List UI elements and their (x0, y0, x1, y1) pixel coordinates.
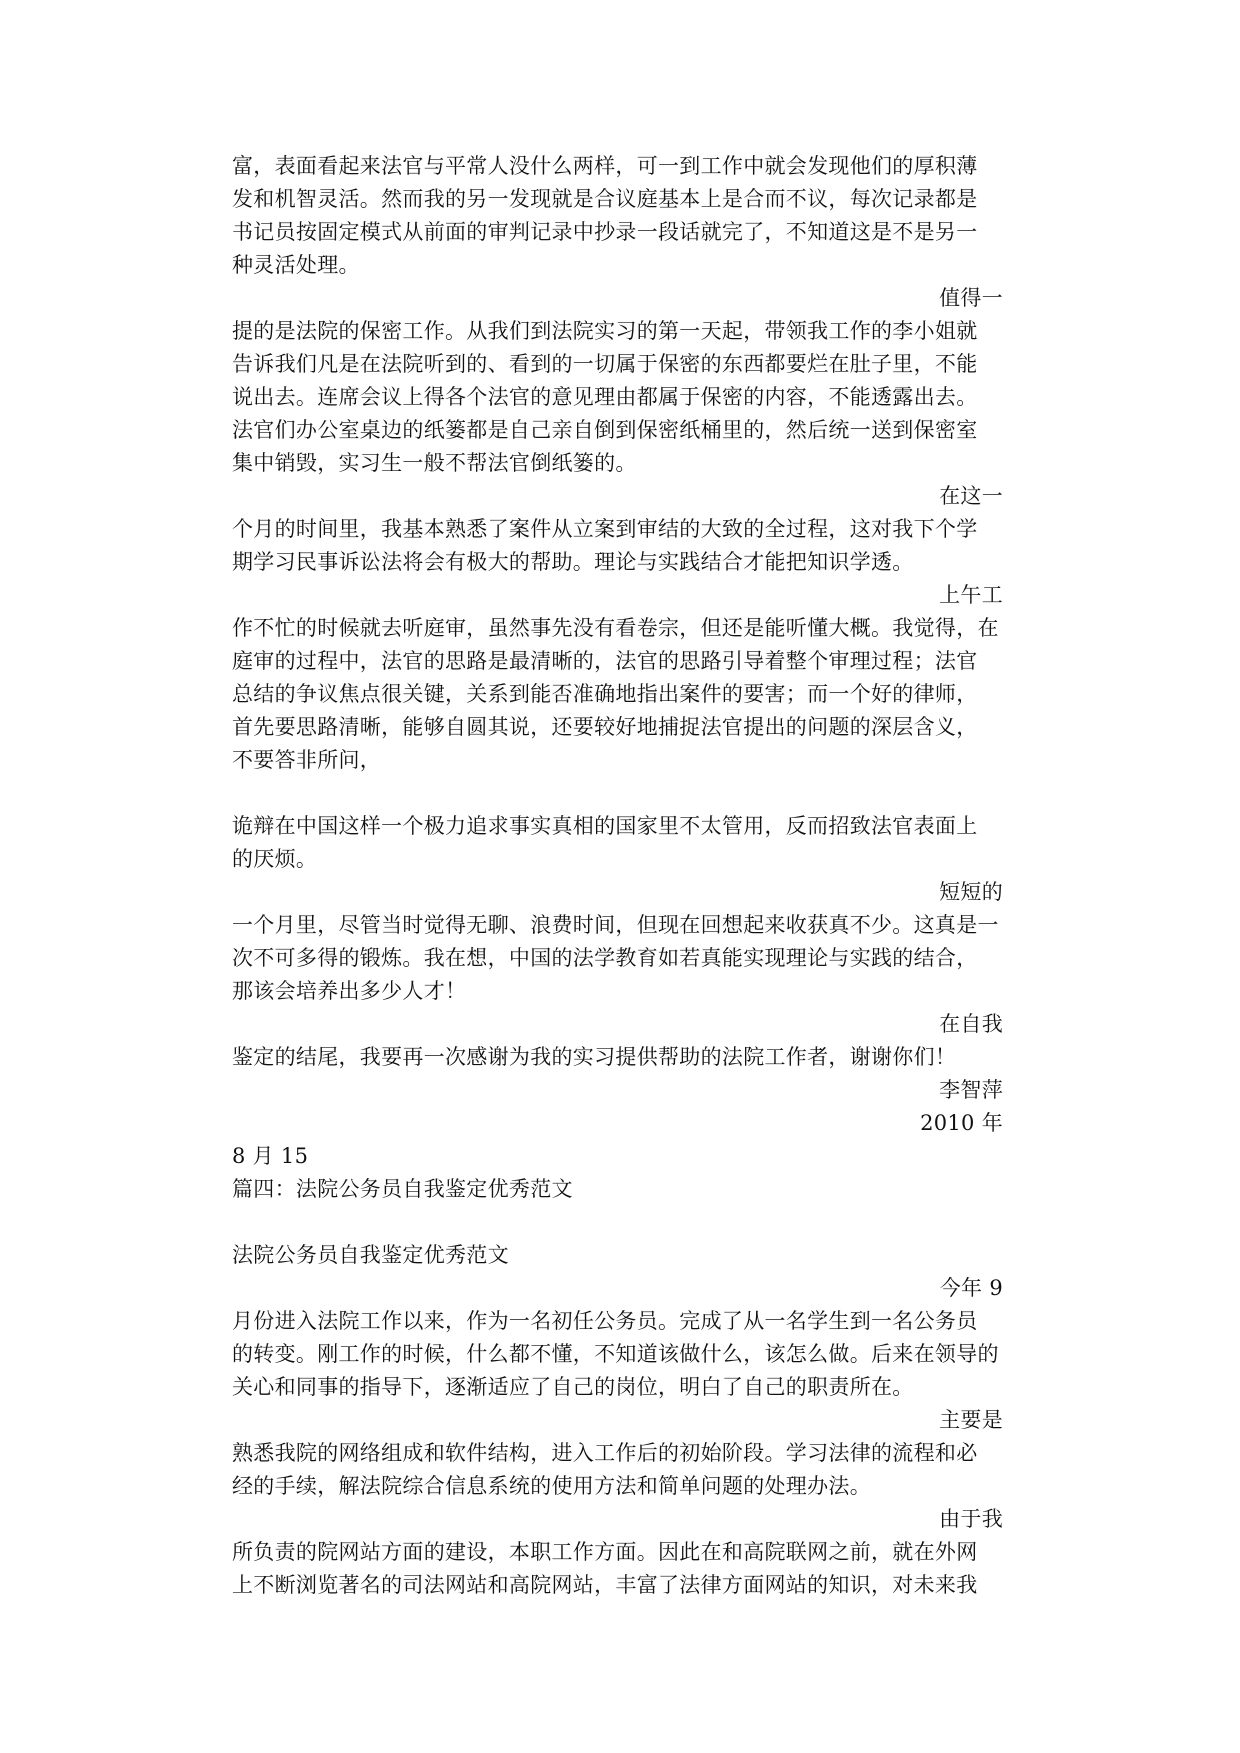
text-line: 诡辩在中国这样一个极力追求事实真相的国家里不太管用，反而招致法官表面上 (232, 814, 978, 838)
text-line: 说出去。连席会议上得各个法官的意见理由都属于保密的内容，不能透露出去。 (232, 385, 978, 409)
text-line: 8 月 15 (232, 1144, 309, 1168)
text-line: 总结的争议焦点很关键，关系到能否准确地指出案件的要害；而一个好的律师， (232, 682, 978, 706)
blank-line (232, 1206, 1003, 1239)
text-line: 发和机智灵活。然而我的另一发现就是合议庭基本上是合而不议，每次记录都是 (232, 187, 978, 211)
text-line: 首先要思路清晰，能够自圆其说，还要较好地捕捉法官提出的问题的深层含义， (232, 715, 978, 739)
text-line: 所负责的院网站方面的建设，本职工作方面。因此在和高院联网之前，就在外网 (232, 1540, 978, 1564)
text-line: 关心和同事的指导下，逐渐适应了自己的岗位，明白了自己的职责所在。 (232, 1375, 914, 1399)
paragraph-lead-line: 李智萍 (939, 1078, 1003, 1102)
text-line: 篇四：法院公务员自我鉴定优秀范文 (232, 1177, 573, 1201)
blank-line (232, 777, 1003, 810)
paragraph-lead-line: 短短的 (939, 880, 1003, 904)
paragraph-lead-line: 今年 9 (939, 1276, 1003, 1300)
text-line: 提的是法院的保密工作。从我们到法院实习的第一天起，带领我工作的李小姐就 (232, 319, 978, 343)
paragraph-lead-line: 在自我 (939, 1012, 1003, 1036)
paragraph-lead-line: 上午工 (939, 583, 1003, 607)
text-line: 的厌烦。 (232, 847, 318, 871)
text-line: 上不断浏览著名的司法网站和高院网站，丰富了法律方面网站的知识，对未来我 (232, 1573, 978, 1597)
text-line: 不要答非所问， (232, 748, 382, 772)
text-line: 庭审的过程中，法官的思路是最清晰的，法官的思路引导着整个审理过程；法官 (232, 649, 978, 673)
document-body (232, 150, 1003, 1602)
text-line: 的转变。刚工作的时候，什么都不懂，不知道该做什么，该怎么做。后来在领导的 (232, 1342, 999, 1366)
text-line: 次不可多得的锻炼。我在想，中国的法学教育如若真能实现理论与实践的结合， (232, 946, 978, 970)
paragraph-lead-line: 在这一 (939, 484, 1003, 508)
text-line: 那该会培养出多少人才！ (232, 979, 467, 1003)
text-line: 月份进入法院工作以来，作为一名初任公务员。完成了从一名学生到一名公务员 (232, 1309, 978, 1333)
text-line: 期学习民事诉讼法将会有极大的帮助。理论与实践结合才能把知识学透。 (232, 550, 914, 574)
text-line: 书记员按固定模式从前面的审判记录中抄录一段话就完了，不知道这是不是另一 (232, 220, 978, 244)
text-line: 法院公务员自我鉴定优秀范文 (232, 1243, 509, 1267)
text-line: 熟悉我院的网络组成和软件结构，进入工作后的初始阶段。学习法律的流程和必 (232, 1441, 978, 1465)
text-line: 种灵活处理。 (232, 253, 360, 277)
paragraph-lead-line: 主要是 (939, 1408, 1003, 1432)
text-line: 鉴定的结尾，我要再一次感谢为我的实习提供帮助的法院工作者，谢谢你们！ (232, 1045, 957, 1069)
paragraph-lead-line: 值得一 (939, 286, 1003, 310)
text-line: 作不忙的时候就去听庭审，虽然事先没有看卷宗，但还是能听懂大概。我觉得，在 (232, 616, 999, 640)
text-line: 集中销毁，实习生一般不帮法官倒纸篓的。 (232, 451, 637, 475)
text-line: 个月的时间里，我基本熟悉了案件从立案到审结的大致的全过程，这对我下个学 (232, 517, 978, 541)
paragraph-lead-line: 2010 年 (920, 1111, 1003, 1135)
text-line: 经的手续，解法院综合信息系统的使用方法和简单问题的处理办法。 (232, 1474, 871, 1498)
paragraph-lead-line: 由于我 (939, 1507, 1003, 1531)
text-line: 富，表面看起来法官与平常人没什么两样，可一到工作中就会发现他们的厚积薄 (232, 154, 978, 178)
text-line: 告诉我们凡是在法院听到的、看到的一切属于保密的东西都要烂在肚子里，不能 (232, 352, 978, 376)
text-line: 法官们办公室桌边的纸篓都是自己亲自倒到保密纸桶里的，然后统一送到保密室 (232, 418, 978, 442)
text-line: 一个月里，尽管当时觉得无聊、浪费时间，但现在回想起来收获真不少。这真是一 (232, 913, 999, 937)
